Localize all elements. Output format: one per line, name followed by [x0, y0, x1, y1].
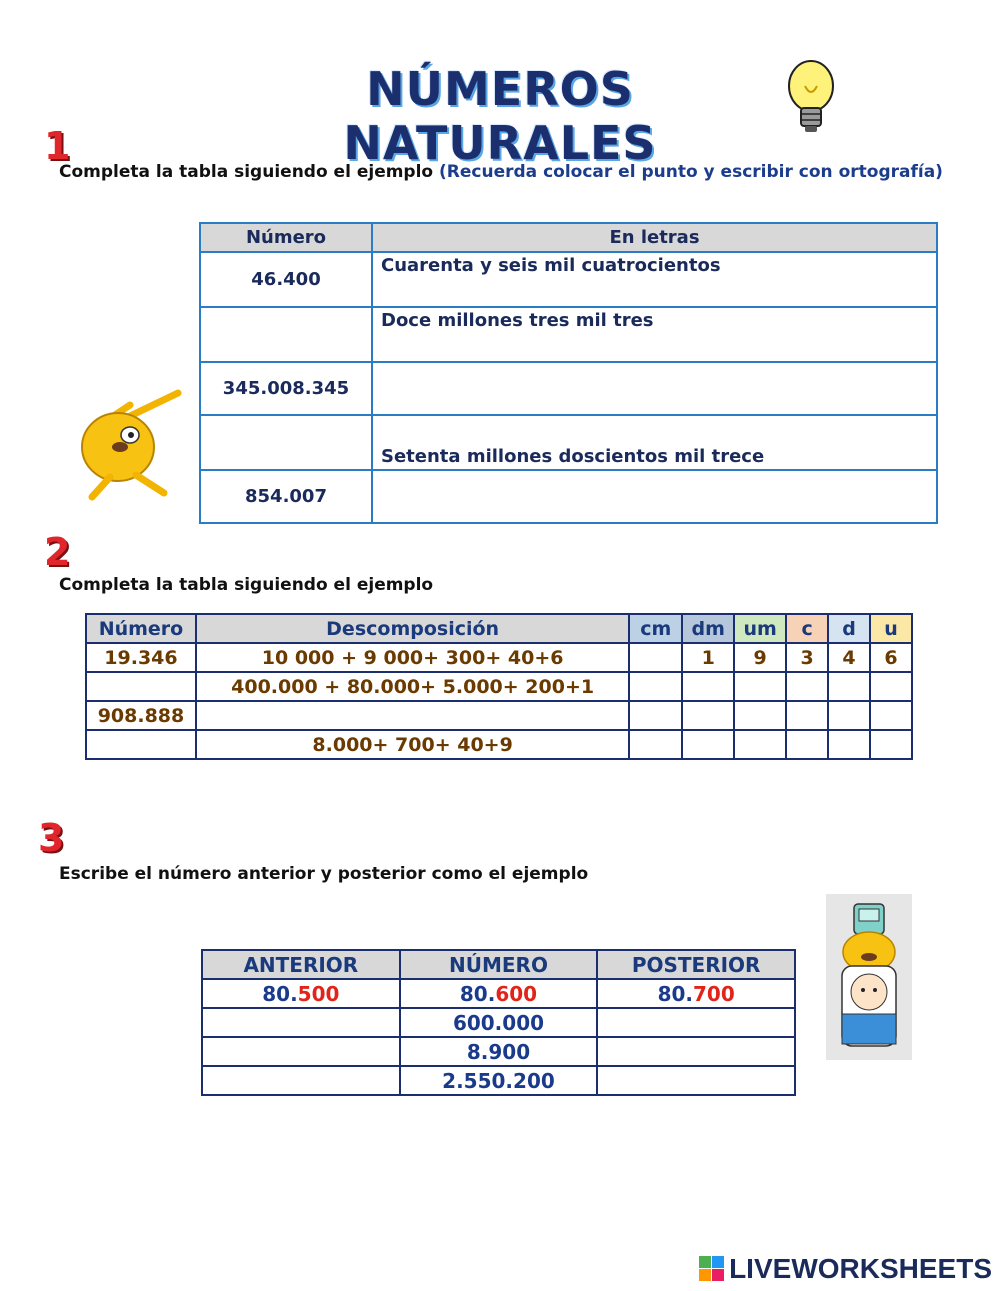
- header-cm: cm: [629, 614, 682, 643]
- um-input-cell[interactable]: [734, 730, 786, 759]
- header-numero: NÚMERO: [400, 950, 598, 979]
- numero-cell: 19.346: [86, 643, 196, 672]
- table-row: [202, 1037, 795, 1066]
- d-cell: 4: [828, 643, 870, 672]
- posterior-example: [597, 979, 795, 1008]
- posterior-input-cell[interactable]: [597, 1066, 795, 1095]
- header-numero: Número: [200, 223, 372, 252]
- table-row: [200, 252, 937, 307]
- dancing-dog-illustration: [70, 385, 185, 503]
- dm-input-cell[interactable]: [682, 730, 734, 759]
- numero-cell: 345.008.345: [200, 362, 372, 415]
- header-um: um: [734, 614, 786, 643]
- descomposicion-cell: 10 000 + 9 000+ 300+ 40+6: [196, 643, 629, 672]
- table-row: [200, 307, 937, 362]
- section2-instruction: Completa la tabla siguiendo el ejemplo: [59, 575, 434, 595]
- example-base: 80.: [459, 981, 496, 1006]
- letras-cell: Cuarenta y seis mil cuatrocientos: [372, 252, 937, 307]
- table-row: [86, 643, 912, 672]
- table-row: [202, 1066, 795, 1095]
- d-input-cell[interactable]: [828, 672, 870, 701]
- example-highlight: 700: [693, 981, 735, 1006]
- example-base: 80.: [657, 981, 693, 1006]
- letras-input-cell[interactable]: [372, 362, 937, 415]
- table-row: [86, 672, 912, 701]
- numero-input-cell[interactable]: [200, 415, 372, 470]
- page-title: NÚMEROS NATURALES: [343, 62, 657, 170]
- descomposicion-cell: 8.000+ 700+ 40+9: [196, 730, 629, 759]
- table-row: [86, 701, 912, 730]
- table-row: [86, 730, 912, 759]
- descomposicion-input-cell[interactable]: [196, 701, 629, 730]
- posterior-input-cell[interactable]: [597, 1037, 795, 1066]
- cm-input-cell[interactable]: [629, 701, 682, 730]
- letras-input-cell[interactable]: [372, 470, 937, 523]
- example-row: [202, 979, 795, 1008]
- numero-cell: 8.900: [400, 1037, 598, 1066]
- section3-instruction: Escribe el número anterior y posterior como el ejemplo: [59, 864, 589, 884]
- um-input-cell[interactable]: [734, 701, 786, 730]
- table-row: [202, 1008, 795, 1037]
- header-u: u: [870, 614, 912, 643]
- numero-cell: 908.888: [86, 701, 196, 730]
- header-d: d: [828, 614, 870, 643]
- u-input-cell[interactable]: [870, 730, 912, 759]
- anterior-example: [202, 979, 400, 1008]
- header-en-letras: En letras: [372, 223, 937, 252]
- anterior-input-cell[interactable]: [202, 1008, 400, 1037]
- instruction-note: (Recuerda colocar el punto y escribir con ortografía): [439, 162, 943, 182]
- posterior-input-cell[interactable]: [597, 1008, 795, 1037]
- decomposition-table: [85, 613, 913, 760]
- numero-cell: 2.550.200: [400, 1066, 598, 1095]
- header-anterior: ANTERIOR: [202, 950, 400, 979]
- header-dm: dm: [682, 614, 734, 643]
- characters-sticker: [826, 894, 912, 1060]
- letras-cell: Doce millones tres mil tres: [372, 307, 937, 362]
- dm-input-cell[interactable]: [682, 672, 734, 701]
- table-row: [200, 362, 937, 415]
- c-input-cell[interactable]: [786, 730, 828, 759]
- um-cell: 9: [734, 643, 786, 672]
- anterior-input-cell[interactable]: [202, 1037, 400, 1066]
- dm-input-cell[interactable]: [682, 701, 734, 730]
- numero-input-cell[interactable]: [86, 672, 196, 701]
- table-row: [200, 470, 937, 523]
- liveworksheets-logo[interactable]: [699, 1253, 992, 1285]
- numero-cell: 46.400: [200, 252, 372, 307]
- c-input-cell[interactable]: [786, 672, 828, 701]
- d-input-cell[interactable]: [828, 701, 870, 730]
- section-number-2: 2: [44, 530, 71, 574]
- dm-cell: 1: [682, 643, 734, 672]
- section-number-1: 1: [44, 124, 71, 168]
- example-base: 80.: [262, 981, 298, 1006]
- u-input-cell[interactable]: [870, 701, 912, 730]
- numbers-to-words-table: [199, 222, 938, 524]
- logo-text: LIVEWORKSHEETS: [729, 1253, 992, 1284]
- numero-cell: 854.007: [200, 470, 372, 523]
- cm-cell: [629, 643, 682, 672]
- u-cell: 6: [870, 643, 912, 672]
- anterior-input-cell[interactable]: [202, 1066, 400, 1095]
- section-number-3: 3: [38, 816, 65, 860]
- numero-cell: 600.000: [400, 1008, 598, 1037]
- example-highlight: 600: [495, 981, 538, 1006]
- table-row: [200, 415, 937, 470]
- numero-input-cell[interactable]: [86, 730, 196, 759]
- um-input-cell[interactable]: [734, 672, 786, 701]
- u-input-cell[interactable]: [870, 672, 912, 701]
- example-highlight: 500: [297, 981, 340, 1006]
- cm-input-cell[interactable]: [629, 730, 682, 759]
- anterior-posterior-table: [201, 949, 796, 1096]
- header-c: c: [786, 614, 828, 643]
- lightbulb-icon: [783, 56, 839, 138]
- logo-icon: [699, 1256, 725, 1282]
- cm-input-cell[interactable]: [629, 672, 682, 701]
- letras-cell: Setenta millones doscientos mil trece: [372, 415, 937, 470]
- header-posterior: POSTERIOR: [597, 950, 795, 979]
- header-descomposicion: Descomposición: [196, 614, 629, 643]
- header-numero: Número: [86, 614, 196, 643]
- section1-instruction: [59, 162, 943, 182]
- c-input-cell[interactable]: [786, 701, 828, 730]
- numero-input-cell[interactable]: [200, 307, 372, 362]
- c-cell: 3: [786, 643, 828, 672]
- instruction-text: Completa la tabla siguiendo el ejemplo: [59, 162, 434, 182]
- d-input-cell[interactable]: [828, 730, 870, 759]
- descomposicion-cell: 400.000 + 80.000+ 5.000+ 200+1: [196, 672, 629, 701]
- numero-example: [400, 979, 598, 1008]
